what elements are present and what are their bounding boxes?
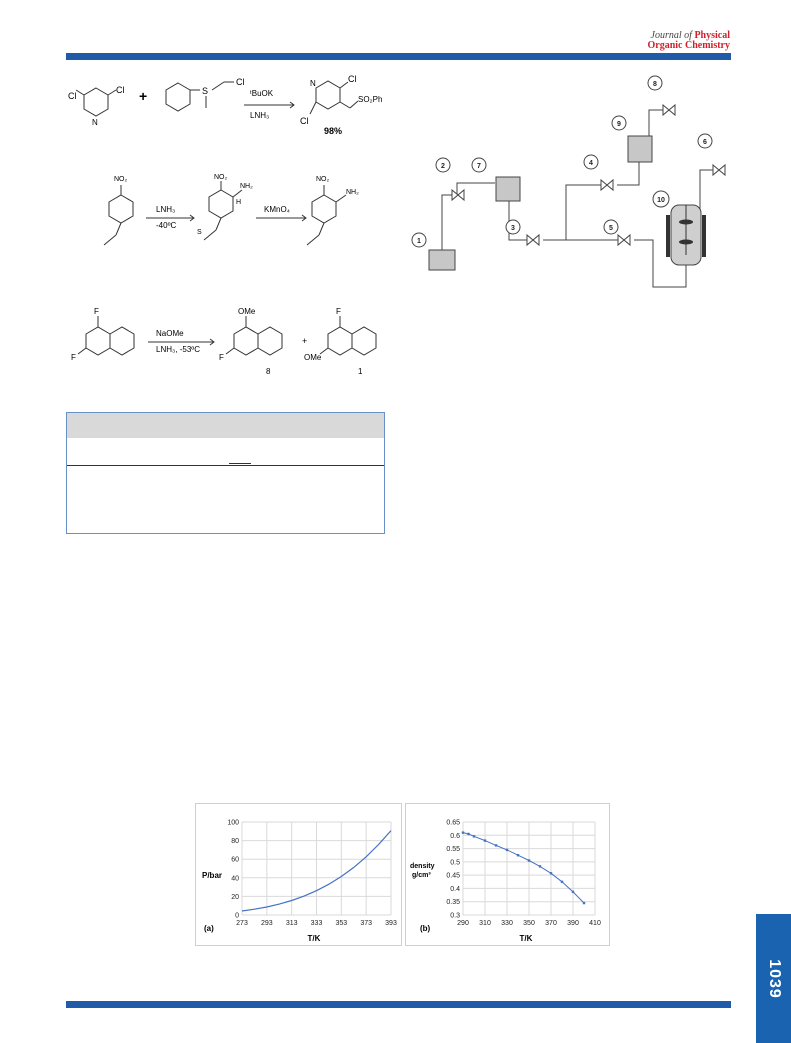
scheme1-yield: 98% — [324, 126, 343, 136]
scheme3-f-2: F — [71, 353, 76, 362]
x-tick-label: 290 — [457, 920, 469, 927]
scheme3-ome-2: OMe — [304, 353, 322, 362]
scheme1-product-so2ph: SO₂Ph — [358, 95, 383, 104]
scheme3-label-8: 8 — [266, 367, 271, 376]
x-tick-label: 393 — [385, 920, 397, 927]
data-point — [495, 844, 497, 846]
scheme2-nh2-2: NH₂ — [346, 189, 359, 196]
scheme3-f-3: F — [219, 353, 224, 362]
scheme2-no2-3: NO₂ — [316, 176, 330, 183]
scheme3-ome-1: OMe — [238, 307, 256, 316]
flow-label-10: 10 — [657, 197, 665, 204]
scheme2-no2-2: NO₂ — [214, 174, 228, 181]
valve-2[interactable] — [452, 190, 464, 200]
chart-a-xlabel: T/K — [307, 934, 321, 943]
scheme1-cl-right: Cl — [116, 85, 125, 95]
scheme1-product-n: N — [310, 79, 316, 88]
y-tick-label: 0.55 — [446, 846, 460, 854]
page-tab — [756, 914, 791, 1043]
scheme3-plus: + — [302, 336, 308, 346]
scheme1-product-cl2: Cl — [300, 116, 309, 126]
scheme2-s: S — [197, 229, 202, 236]
x-tick-label: 333 — [310, 920, 323, 927]
valve-5[interactable] — [618, 235, 630, 245]
y-tick-label: 0.4 — [450, 885, 460, 893]
chart-b — [406, 804, 609, 945]
scheme1-reagent-2: LNH₃ — [250, 111, 270, 120]
journal-name-accent: Physical — [694, 30, 730, 41]
x-tick-label: 350 — [523, 920, 535, 927]
flow-label-3: 3 — [511, 225, 515, 232]
valve-3[interactable] — [527, 235, 539, 245]
y-tick-label: 0.35 — [446, 899, 460, 907]
scheme2-reagent-3: KMnO₄ — [264, 205, 290, 214]
svg-text:Cl: Cl — [236, 77, 245, 87]
data-point — [572, 891, 574, 893]
scheme-3 — [66, 304, 396, 384]
scheme1-reagent-1: ᵗBuOK — [250, 89, 274, 98]
chart-b-ylabel-2: g/cm³ — [412, 872, 431, 879]
chart-b-ylabel-1: density — [410, 863, 435, 870]
flow-label-1: 1 — [417, 238, 421, 245]
chart-b-panel-label: (b) — [420, 924, 431, 933]
data-point — [539, 865, 541, 867]
journal-name-prefix: Journal of — [650, 30, 692, 41]
tank-7 — [496, 177, 520, 201]
scheme3-f-4: F — [336, 307, 341, 316]
tank-9 — [628, 136, 652, 162]
data-point — [484, 839, 486, 841]
scheme2-reagent-1: LNH₃ — [156, 205, 176, 214]
flow-label-2: 2 — [441, 163, 445, 170]
chart-b-frame — [405, 803, 610, 946]
x-tick-label: 310 — [479, 920, 491, 927]
page-number: 1039 — [765, 958, 783, 999]
scheme2-reagent-2: -40ºC — [156, 221, 177, 230]
scheme-1 — [66, 68, 396, 143]
table-header — [67, 413, 384, 438]
flow-label-7: 7 — [477, 163, 481, 170]
scheme-2 — [66, 170, 396, 265]
svg-text:S: S — [202, 86, 209, 96]
y-tick-label: 0.65 — [446, 819, 460, 827]
flow-label-4: 4 — [589, 160, 593, 167]
x-tick-label: 293 — [260, 920, 273, 927]
y-tick-label: 20 — [231, 893, 239, 901]
footer-rule — [66, 1001, 731, 1008]
table — [66, 412, 385, 534]
data-point — [561, 881, 563, 883]
scheme2-nh2-1: NH₂ — [240, 183, 253, 190]
scheme1-cl-left: Cl — [68, 91, 77, 101]
scheme2-h: H — [236, 199, 242, 206]
scheme3-label-1: 1 — [358, 367, 363, 376]
y-tick-label: 0.6 — [450, 832, 460, 840]
y-tick-label: 80 — [231, 838, 239, 846]
data-point — [550, 872, 552, 874]
flow-label-9: 9 — [617, 121, 621, 128]
header-rule — [66, 53, 731, 60]
svg-text:+: + — [139, 88, 148, 104]
scheme1-product-cl1: Cl — [348, 74, 357, 84]
y-tick-label: 0.5 — [450, 859, 460, 867]
data-point — [467, 833, 469, 835]
x-tick-label: 370 — [545, 920, 557, 927]
scheme3-reagent-1: NaOMe — [156, 329, 184, 338]
valve-4[interactable] — [601, 180, 613, 190]
chart-a-panel-label: (a) — [204, 924, 214, 933]
y-tick-label: 0 — [235, 912, 239, 920]
scheme2-no2-1: NO₂ — [114, 176, 128, 183]
journal-name-line2: Organic Chemistry — [647, 40, 730, 51]
valve-8[interactable] — [663, 105, 675, 115]
x-tick-label: 390 — [567, 920, 579, 927]
chart-b-xlabel: T/K — [519, 934, 533, 943]
y-tick-label: 0.3 — [450, 912, 460, 920]
chart-b-trend-line — [463, 833, 584, 903]
scheme3-f-1: F — [94, 307, 99, 316]
flow-label-5: 5 — [609, 225, 613, 232]
valve-6[interactable] — [713, 165, 725, 175]
data-point — [506, 849, 508, 851]
x-tick-label: 313 — [285, 920, 298, 927]
scheme3-reagent-2: LNH₃, -53ºC — [156, 345, 200, 354]
flow-label-6: 6 — [703, 139, 707, 146]
x-tick-label: 273 — [236, 920, 248, 927]
data-point — [583, 902, 585, 904]
x-tick-label: 353 — [335, 920, 348, 927]
data-point — [528, 859, 530, 861]
data-point — [517, 854, 519, 856]
chart-a-ylabel: P/bar — [202, 871, 223, 880]
tank-1 — [429, 250, 455, 270]
y-tick-label: 60 — [231, 856, 239, 864]
x-tick-label: 373 — [360, 920, 373, 927]
reactor-10 — [666, 205, 706, 265]
y-tick-label: 0.45 — [446, 872, 460, 880]
flow-diagram — [405, 65, 735, 300]
table-mid-rule — [229, 463, 251, 464]
flow-label-8: 8 — [653, 81, 657, 88]
data-point — [473, 835, 475, 837]
chart-a — [196, 804, 401, 945]
y-tick-label: 40 — [231, 875, 239, 883]
x-tick-label: 410 — [589, 920, 601, 927]
data-point — [462, 831, 464, 833]
scheme1-n: N — [92, 118, 98, 127]
journal-logo — [648, 31, 731, 51]
table-rule — [67, 465, 384, 466]
y-tick-label: 100 — [227, 819, 239, 827]
chart-a-frame — [195, 803, 402, 946]
x-tick-label: 330 — [501, 920, 513, 927]
